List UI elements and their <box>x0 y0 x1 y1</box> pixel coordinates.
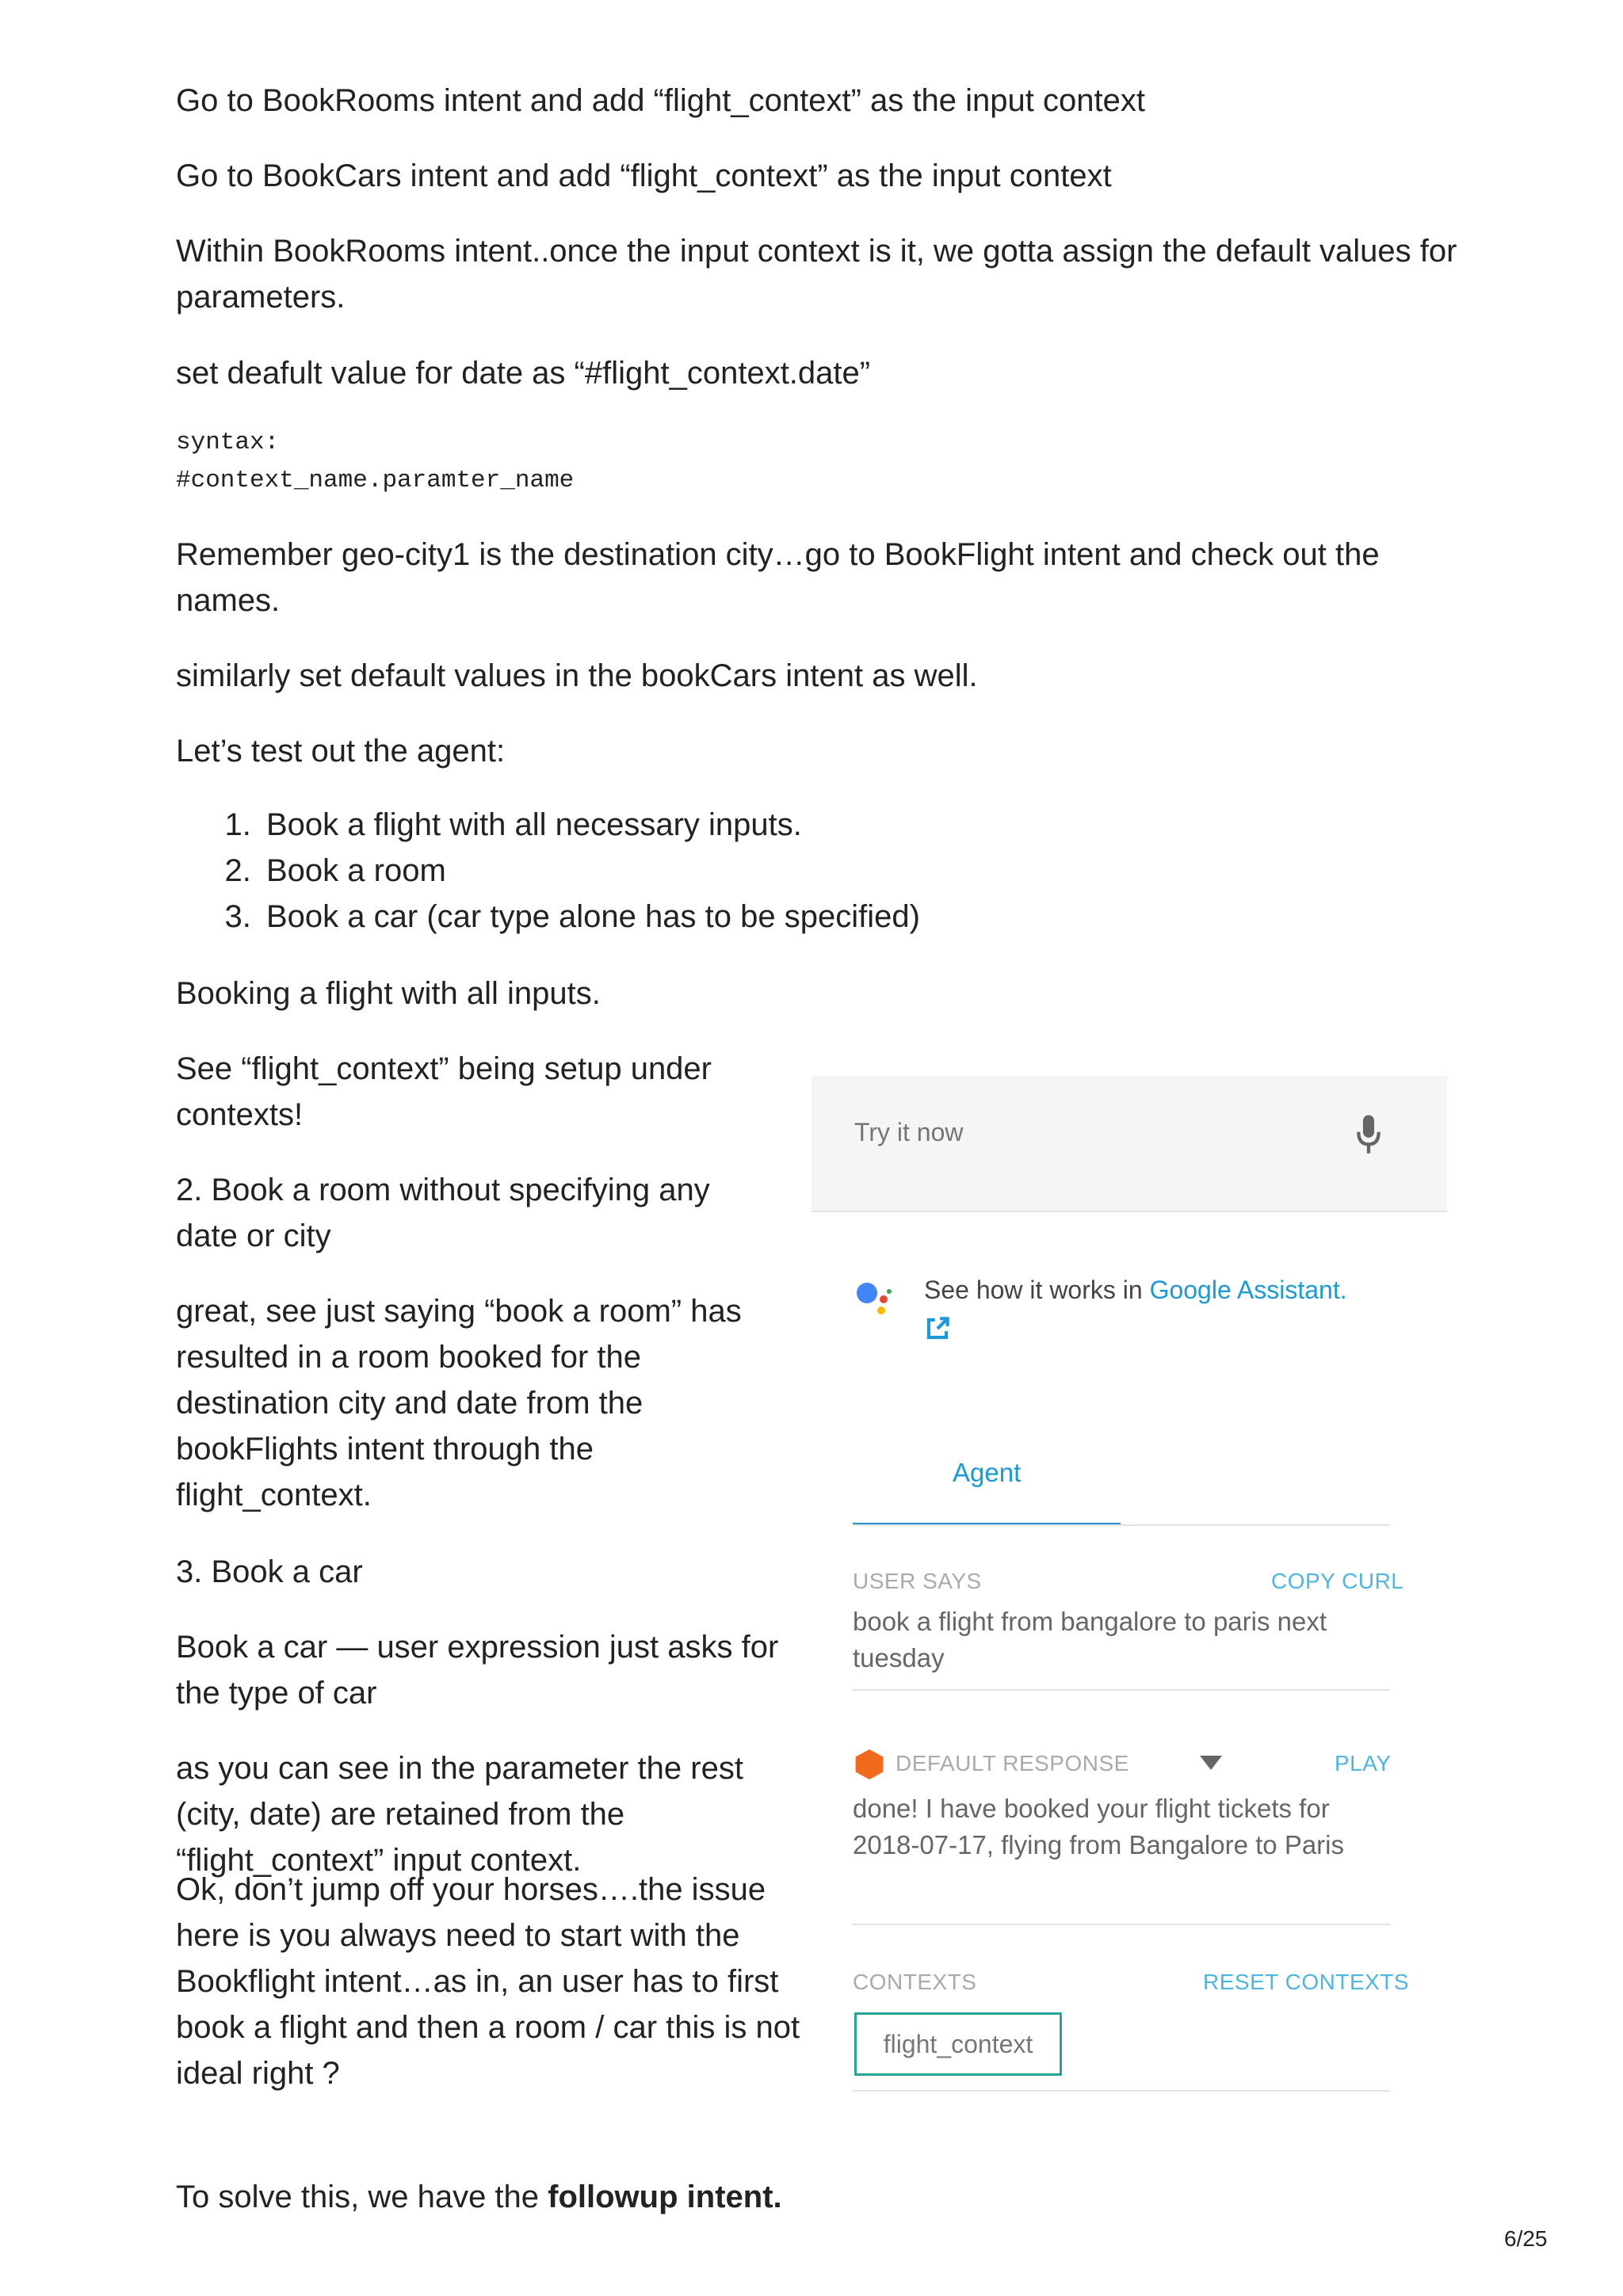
ga-period: . <box>1339 1276 1347 1304</box>
google-assistant-link[interactable]: Google Assistant <box>1149 1276 1340 1304</box>
paragraph-set-default-date: set deafult value for date as “#flight_context.date” <box>176 356 871 391</box>
google-assistant-icon <box>854 1280 894 1320</box>
dialogflow-test-console <box>812 1076 1447 2106</box>
code-syntax-value: #context_name.paramter_name <box>176 467 575 494</box>
divider <box>853 1524 1390 1526</box>
user-says-label: USER SAYS <box>853 1569 982 1593</box>
user-says-value: book a flight from bangalore to paris next tuesday <box>853 1607 1327 1672</box>
paragraph-see-context: See “flight_context” being setup under contexts! <box>176 1051 712 1132</box>
try-it-now-input[interactable] <box>853 1117 1331 1148</box>
paragraph-retained-params: as you can see in the parameter the rest (city, date) are retained from the “flight_context” input context. <box>176 1751 743 1878</box>
code-syntax-label: syntax: <box>176 429 280 456</box>
default-response-label: DEFAULT RESPONSE <box>896 1751 1129 1775</box>
divider <box>853 1924 1390 1925</box>
paragraph-bookcars-defaults: similarly set default values in the bookCars intent as well. <box>176 658 978 693</box>
paragraph-test-agent: Let’s test out the agent: <box>176 734 506 769</box>
divider <box>853 1689 1390 1691</box>
ga-text: See how it works in <box>924 1276 1150 1304</box>
tab-agent[interactable] <box>853 1447 1121 1526</box>
copy-curl-button[interactable]: COPY CURL <box>1271 1569 1404 1593</box>
paragraph-book-car-desc: Book a car — user expression just asks for the type of car <box>176 1630 779 1711</box>
play-button[interactable]: PLAY <box>1335 1751 1392 1775</box>
microphone-icon[interactable] <box>1355 1114 1382 1157</box>
reset-contexts-button[interactable]: RESET CONTEXTS <box>1203 1970 1410 1994</box>
paragraph-book-room-heading: 2. Book a room without specifying any date or city <box>176 1173 710 1253</box>
tab-agent-label: Agent <box>953 1458 1022 1487</box>
paragraph-book-car-heading: 3. Book a car <box>176 1554 363 1589</box>
followup-bold-text: followup intent. <box>548 2180 782 2214</box>
list-item: 2. Book a room <box>260 848 920 894</box>
paragraph-geo-city: Remember geo-city1 is the destination city…go to BookFlight intent and check out the names. <box>176 537 1380 618</box>
page-number: 6/25 <box>1504 2226 1548 2251</box>
paragraph-booking-flight: Booking a flight with all inputs. <box>176 976 601 1011</box>
divider <box>853 2090 1390 2092</box>
paragraph-default-values: Within BookRooms intent..once the input context is it, we gotta assign the default values for parameters. <box>176 234 1457 315</box>
paragraph-bookrooms-context: Go to BookRooms intent and add “flight_context” as the input context <box>176 83 1145 118</box>
response-hexagon-icon <box>854 1748 884 1781</box>
list-item: 3. Book a car (car type alone has to be specified) <box>260 894 920 940</box>
paragraph-bookcars-context: Go to BookCars intent and add “flight_context” as the input context <box>176 158 1112 193</box>
paragraph-issue: Ok, don’t jump off your horses….the issue here is you always need to start with the Bookflight intent…as in, an user has to first book a flight and then a room / car this is not ideal right ? <box>176 1872 800 2091</box>
default-response-value: done! I have booked your flight tickets for 2018-07-17, flying from Bangalore to Paris <box>853 1794 1345 1859</box>
followup-plain-text: To solve this, we have the <box>176 2180 548 2214</box>
external-link-icon[interactable] <box>922 1314 953 1344</box>
context-chip-flight-context[interactable]: flight_context <box>854 2012 1062 2076</box>
paragraph-followup <box>176 2174 782 2220</box>
paragraph-room-result: great, see just saying “book a room” has resulted in a room booked for the destination city and date from the bookFlights intent through the flight_context. <box>176 1294 742 1512</box>
test-steps-list <box>176 802 920 940</box>
google-assistant-note <box>924 1276 1347 1305</box>
list-item: 1. Book a flight with all necessary inputs. <box>260 802 920 848</box>
chevron-down-icon[interactable] <box>1200 1756 1222 1770</box>
contexts-label: CONTEXTS <box>853 1970 977 1994</box>
try-it-now-bar <box>812 1076 1447 1212</box>
